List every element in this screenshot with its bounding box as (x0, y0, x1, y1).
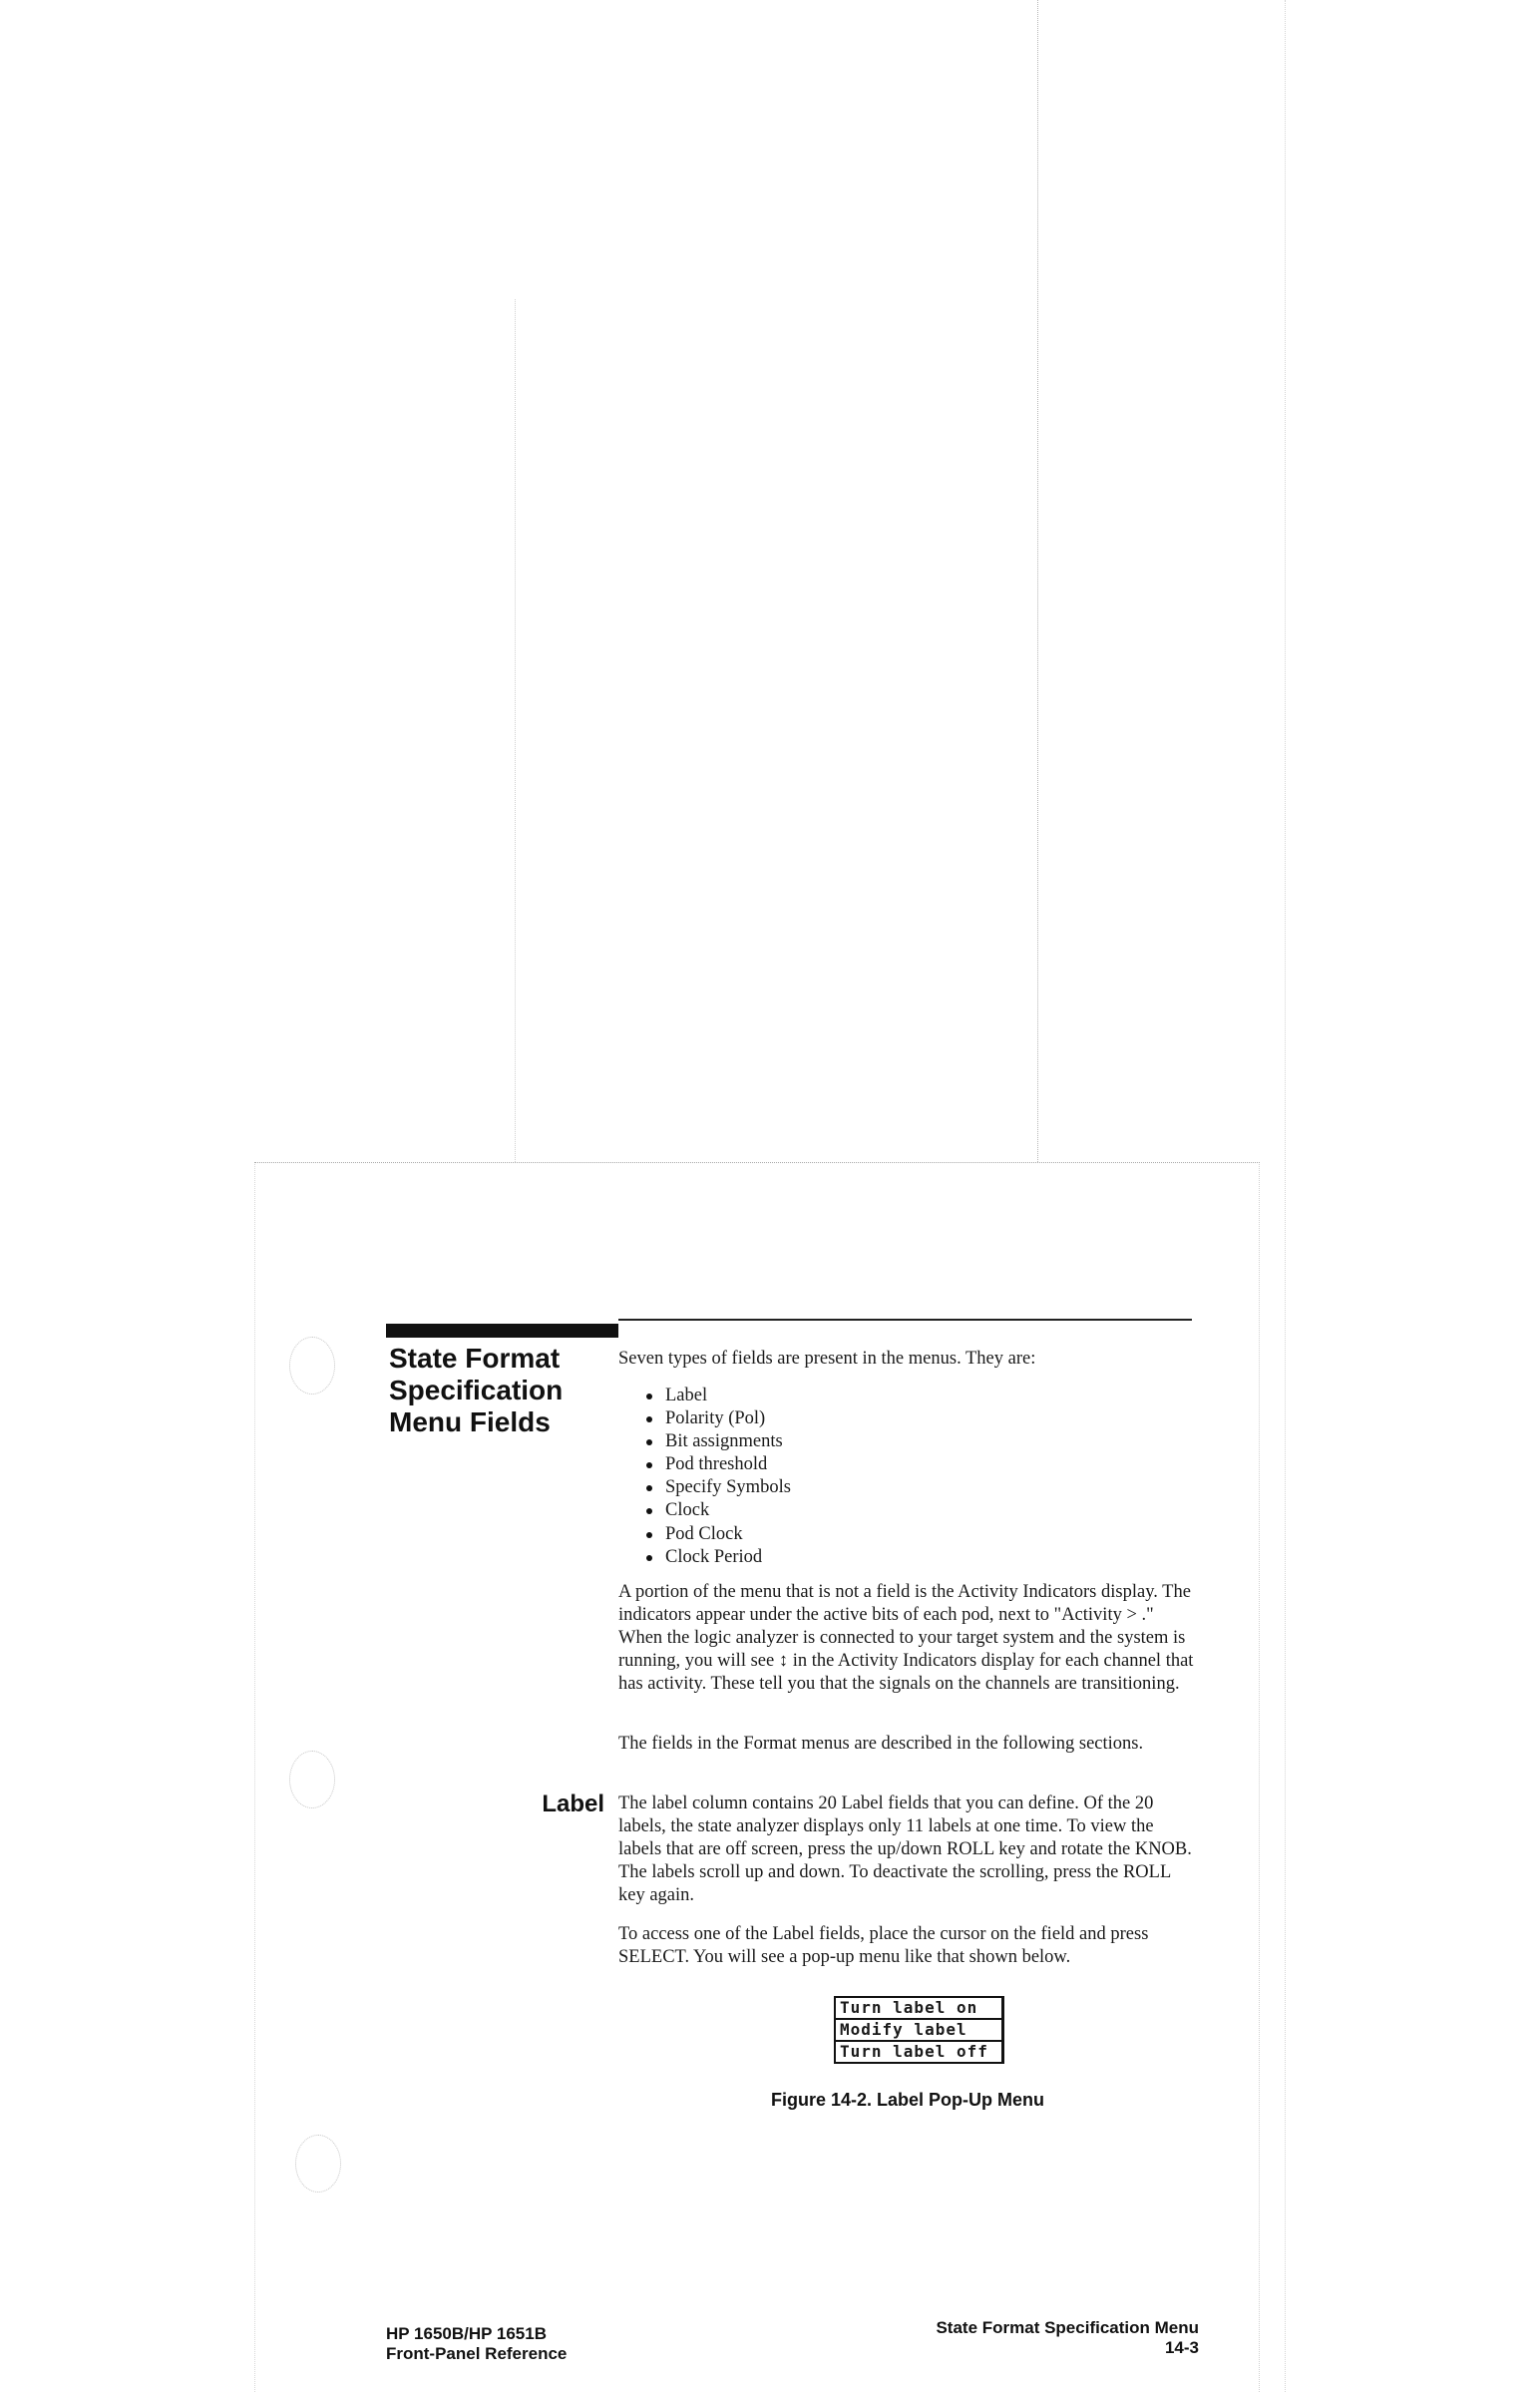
scan-page-edge (254, 1162, 1260, 1163)
popup-item-turn-label-off: Turn label off (840, 2042, 988, 2061)
section-title-line: Specification (389, 1375, 564, 1405)
list-item: Clock Period (646, 1546, 791, 1569)
footer-left (386, 2324, 567, 2364)
section-title (389, 1343, 608, 1438)
scan-edge-line (1037, 0, 1038, 1162)
list-item: Polarity (Pol) (646, 1407, 791, 1430)
footer-right (858, 2318, 1199, 2358)
footer-manual: Front-Panel Reference (386, 2344, 568, 2363)
scan-edge-line (254, 1162, 255, 2392)
field-type-list (646, 1385, 791, 1569)
binder-hole (289, 1751, 335, 1808)
list-item: Pod threshold (646, 1453, 791, 1476)
list-item: Clock (646, 1499, 791, 1522)
list-item: Pod Clock (646, 1523, 791, 1546)
section-rule-bar (386, 1324, 618, 1338)
list-item: Bit assignments (646, 1430, 791, 1453)
section-rule (618, 1319, 1192, 1321)
label-popup-menu (834, 1996, 1004, 2064)
binder-hole (295, 2135, 341, 2193)
scan-edge-line (515, 299, 516, 1162)
list-item: Label (646, 1385, 791, 1407)
popup-item-turn-label-on: Turn label on (836, 1998, 1001, 2020)
intro-paragraph: Seven types of fields are present in the menus. They are: (618, 1349, 1036, 1369)
label-heading: Label (542, 1791, 604, 1817)
footer-chapter: State Format Specification Menu (936, 2318, 1199, 2337)
scan-edge-line (1285, 0, 1286, 2392)
footer-product: HP 1650B/HP 1651B (386, 2324, 547, 2343)
fields-paragraph: The fields in the Format menus are described in the following sections. (618, 1734, 1144, 1754)
list-item: Specify Symbols (646, 1476, 791, 1499)
popup-item-modify-label: Modify label (836, 2020, 1001, 2042)
scan-edge-line (1259, 1162, 1260, 2392)
activity-paragraph: A portion of the menu that is not a field is the Activity Indicators display. The indicators appear under the active bits of each pod, next to "Activity > ." When the logic analyzer is connected to your target system and the system is running, you will see ↕ in the Activity Indicators display for each channel that has activity. These tell you that the signals on the channels are transitioning. (618, 1582, 1194, 1694)
figure-caption: Figure 14-2. Label Pop-Up Menu (770, 2090, 1045, 2110)
access-paragraph: To access one of the Label fields, place the cursor on the field and press SELECT. You will see a pop-up menu like that shown below. (618, 1924, 1149, 1967)
section-title-line: State Format (389, 1343, 561, 1374)
label-paragraph: The label column contains 20 Label fields that you can define. Of the 20 labels, the state analyzer displays only 11 labels at one time. To view the labels that are off screen, press the up/down ROLL key and rotate the KNOB. The labels scroll up and down. To deactivate the scrolling, press the ROLL key again. (618, 1794, 1192, 1905)
binder-hole (289, 1337, 335, 1395)
page-number: 14-3 (1164, 2338, 1199, 2357)
section-title-line: Menu Fields (389, 1406, 551, 1437)
